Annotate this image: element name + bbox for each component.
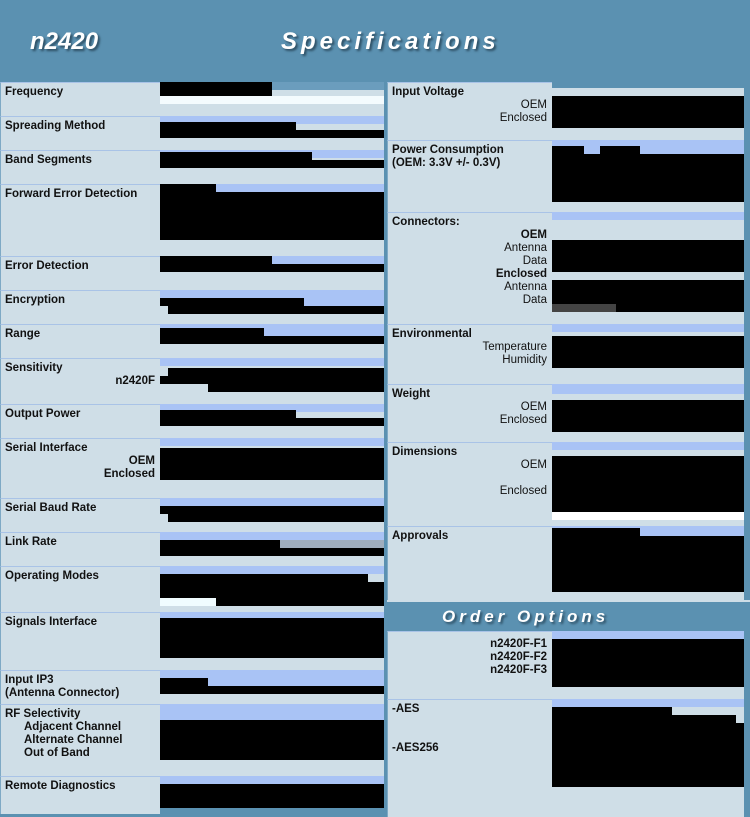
spec-sublabel: Enclosed [499,112,547,124]
order-option-row-encryption-variants [387,699,750,817]
spec-sublabel: Temperature [482,341,547,353]
redacted-value [168,306,384,314]
spec-sublabel: OEM [520,99,547,111]
redacted-value [160,548,384,556]
redacted-value [552,336,744,368]
spec-label: Remote Diagnostics [5,780,116,792]
spec-row-frequency [0,82,384,116]
order-option-label: n2420F-F3 [490,664,547,676]
spec-row-sensitivity [0,358,384,404]
spec-label: Weight [392,388,431,400]
spec-row-power-consumption [387,140,750,212]
redacted-value [216,598,384,606]
redacted-value [208,384,384,392]
redacted-value [552,723,744,787]
spec-row-connectors [387,212,750,324]
spec-label: Output Power [5,408,81,420]
spec-label: Link Rate [5,536,57,548]
redacted-value [160,720,384,760]
spec-row-encryption [0,290,384,324]
spec-row-operating-modes [0,566,384,612]
spec-row-band-segments [0,150,384,184]
order-option-label: -AES [392,703,420,715]
spec-sublabel: OEM [520,459,547,471]
spec-row-serial-baud-rate [0,498,384,532]
spec-sublabel: Data [522,294,547,306]
spec-label: Environmental [392,328,472,340]
spec-sublabel: n2420F [115,375,155,387]
spec-row-error-detection [0,256,384,290]
spec-sublabel: Alternate Channel [24,734,123,746]
redacted-value [160,82,272,96]
redacted-value [552,154,744,202]
spec-label: Forward Error Detection [5,188,138,200]
spec-group-label: Enclosed [495,268,547,280]
spec-row-environmental [387,324,750,384]
page-title: Specifications [281,28,500,55]
spec-label: Approvals [392,530,449,542]
redacted-value [160,130,384,138]
spec-row-range [0,324,384,358]
spec-sublabel: Antenna [504,281,547,293]
redacted-value [160,160,384,168]
spec-row-approvals [387,526,750,600]
redacted-value [552,96,744,128]
spec-sublabel: Humidity [502,354,547,366]
redacted-value [552,536,744,592]
redacted-value [160,686,384,694]
spec-row-weight [387,384,750,442]
spec-label: Signals Interface [5,616,98,628]
spec-sublabel: Enclosed [103,468,155,480]
order-option-label: -AES256 [392,742,439,754]
spec-label: Band Segments [5,154,92,166]
spec-row-output-power [0,404,384,438]
redacted-value [160,618,384,658]
spec-row-serial-interface [0,438,384,498]
spec-sublabel: Data [522,255,547,267]
order-option-row-frequency-variants [387,631,750,699]
spec-label: Range [5,328,41,340]
spec-row-signals-interface [0,612,384,670]
spec-label: Error Detection [5,260,89,272]
spec-row-spreading-method [0,116,384,150]
spec-row-dimensions [387,442,750,526]
spec-row-input-voltage [387,82,750,140]
redacted-value [160,192,384,240]
spec-sublabel: Enclosed [499,414,547,426]
spec-row-rf-selectivity [0,704,384,776]
spec-label: Encryption [5,294,66,306]
spec-group-label: OEM [520,229,547,241]
spec-sublabel: Enclosed [499,485,547,497]
spec-row-input-ip3 [0,670,384,704]
spec-label: Operating Modes [5,570,99,582]
spec-label: Input Voltage [392,86,464,98]
redacted-value [552,400,744,432]
model-name: n2420 [30,28,99,55]
spec-sublabel: OEM [520,401,547,413]
spec-label: Connectors: [392,216,460,228]
redacted-value [160,448,384,480]
spec-row-forward-error-detection [0,184,384,256]
spec-label: Dimensions [392,446,458,458]
order-options-header [387,600,750,633]
redacted-value [160,784,384,808]
redacted-value [552,639,744,687]
spec-label: Spreading Method [5,120,106,132]
spec-label: Serial Baud Rate [5,502,97,514]
spec-label: Sensitivity [5,362,63,374]
spec-label: Frequency [5,86,64,98]
redacted-value [160,336,384,344]
order-options-title: Order Options [442,607,610,626]
redacted-value [160,418,384,426]
spec-label: RF Selectivity [5,708,81,720]
redacted-value [160,264,384,272]
spec-sublabel: OEM [128,455,155,467]
spec-sublabel: Antenna [504,242,547,254]
spec-label: Input IP3 [5,674,54,686]
page-header [0,0,750,82]
spec-sublabel: Adjacent Channel [24,721,122,733]
spec-label: Power Consumption [392,144,504,156]
redacted-value [552,456,744,512]
spec-row-link-rate [0,532,384,566]
order-option-label: n2420F-F2 [490,651,547,663]
redacted-value [168,514,384,522]
spec-label-line2: (OEM: 3.3V +/- 0.3V) [392,157,501,169]
spec-sublabel: Out of Band [24,747,90,759]
spec-label-line2: (Antenna Connector) [5,687,120,699]
order-option-label: n2420F-F1 [490,638,547,650]
spec-label: Serial Interface [5,442,88,454]
spec-row-remote-diagnostics [0,776,384,814]
